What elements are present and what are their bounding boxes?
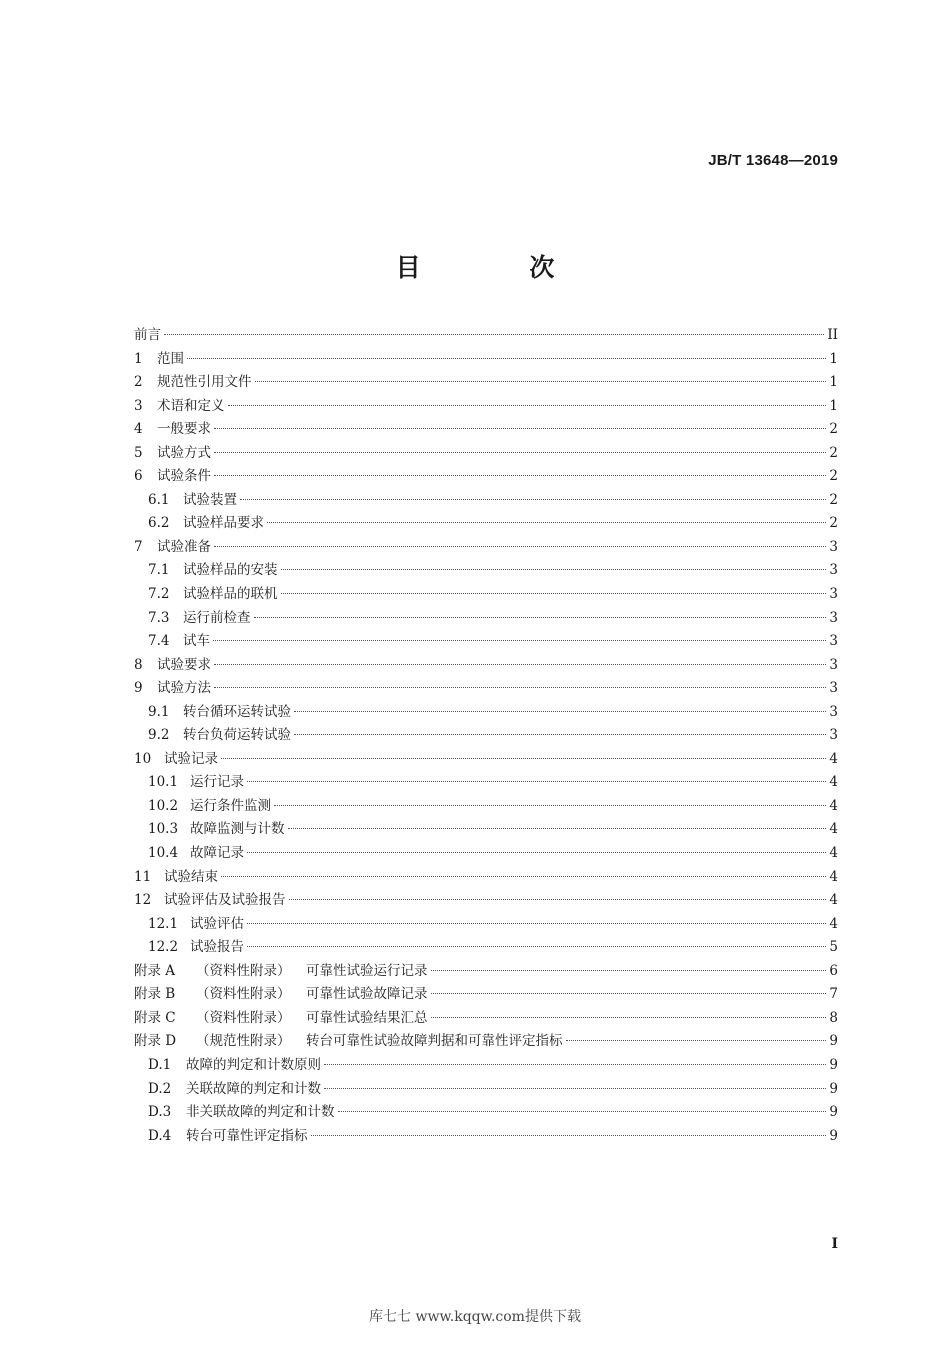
toc-entry[interactable] <box>134 1030 838 1054</box>
toc-entry-label: 试验报告 <box>190 939 244 956</box>
toc-entry[interactable] <box>134 748 838 772</box>
toc-entry-number: 6.1 <box>148 491 170 508</box>
toc-entry-label: 试验条件 <box>157 468 211 485</box>
toc-entry[interactable] <box>134 818 838 842</box>
toc-entry-page: 4 <box>829 892 838 909</box>
appendix-id: 附录 D <box>134 1033 177 1050</box>
toc-entry[interactable] <box>134 842 838 866</box>
toc-entry-number: 9 <box>134 680 143 697</box>
toc-entry-page: 8 <box>829 1009 838 1026</box>
dot-leader <box>281 568 827 570</box>
toc-entry[interactable] <box>134 724 838 748</box>
toc-entry-number: 10.3 <box>148 821 179 838</box>
download-source-note: 库七七 www.kqqw.com提供下载 <box>369 1309 581 1325</box>
toc-entry-page: 9 <box>829 1127 838 1144</box>
toc-entry[interactable] <box>134 1007 838 1031</box>
toc-entry-number: 8 <box>134 656 143 673</box>
toc-entry-number: 4 <box>134 421 143 438</box>
dot-leader <box>214 545 826 547</box>
toc-entry-number: D.4 <box>148 1127 172 1144</box>
toc-entry[interactable] <box>134 1078 838 1102</box>
toc-entry-page: 2 <box>829 444 838 461</box>
toc-entry[interactable] <box>134 442 838 466</box>
toc-entry-number: 7 <box>134 538 143 555</box>
toc-entry-label: 试验方式 <box>157 444 211 461</box>
toc-entry-page: 2 <box>829 421 838 438</box>
dot-leader <box>214 686 826 688</box>
toc-entry[interactable] <box>134 960 838 984</box>
toc-entry-number: 10 <box>134 750 152 767</box>
toc-entry-label: 运行记录 <box>190 774 244 791</box>
dot-leader <box>566 1039 827 1041</box>
toc-entry-number: 7.4 <box>148 633 170 650</box>
toc-entry-label: 试验装置 <box>183 491 237 508</box>
toc-entry[interactable] <box>134 889 838 913</box>
toc-entry-page: 1 <box>829 374 838 391</box>
toc-entry-page: 4 <box>829 774 838 791</box>
toc-entry-number: 9.2 <box>148 727 170 744</box>
toc-entry-label: 试验准备 <box>157 538 211 555</box>
toc-entry-page: 3 <box>829 562 838 579</box>
dot-leader <box>431 969 827 971</box>
toc-entry-page: 9 <box>829 1080 838 1097</box>
appendix-id: 附录 C <box>134 1009 176 1026</box>
toc-entry-page: II <box>827 327 838 343</box>
toc-entry-label: 关联故障的判定和计数 <box>186 1080 321 1097</box>
toc-entry-page: 4 <box>829 868 838 885</box>
toc-entry-label: 故障的判定和计数原则 <box>186 1056 321 1073</box>
toc-entry[interactable] <box>134 630 838 654</box>
toc-entry-page: 4 <box>829 750 838 767</box>
toc-entry[interactable] <box>134 512 838 536</box>
toc-entry-number: 7.1 <box>148 562 170 579</box>
toc-entry-number: 2 <box>134 374 143 391</box>
toc-entry-label: 故障记录 <box>190 845 244 862</box>
toc-entry-page: 1 <box>829 350 838 367</box>
appendix-type: （资料性附录） <box>196 986 291 1003</box>
dot-leader <box>247 945 826 947</box>
appendix-type: （资料性附录） <box>196 1009 291 1026</box>
toc-entry-number: 1 <box>134 350 143 367</box>
toc-entry-number: D.3 <box>148 1104 172 1121</box>
toc-entry[interactable] <box>134 913 838 937</box>
toc-entry-label: 试验样品的联机 <box>183 586 278 603</box>
toc-entry-number: 10.1 <box>148 774 179 791</box>
dot-leader <box>164 333 824 335</box>
toc-entry[interactable] <box>134 701 838 725</box>
toc-entry-number: 5 <box>134 444 143 461</box>
toc-entry[interactable] <box>134 771 838 795</box>
toc-entry-page: 9 <box>829 1104 838 1121</box>
dot-leader <box>254 616 827 618</box>
toc-entry[interactable] <box>134 654 838 678</box>
toc-entry-label: 试验样品要求 <box>183 515 264 532</box>
toc-entry-number: 11 <box>134 868 152 885</box>
toc-entry-page: 4 <box>829 845 838 862</box>
toc-entry-page: 3 <box>829 609 838 626</box>
dot-leader <box>240 498 826 500</box>
toc-entry-label: 范围 <box>157 350 184 367</box>
toc-entry[interactable] <box>134 983 838 1007</box>
toc-entry[interactable] <box>134 465 838 489</box>
toc-entry-number: 10.4 <box>148 845 179 862</box>
toc-entry-label: 可靠性试验故障记录 <box>306 986 428 1003</box>
toc-entry-page: 3 <box>829 656 838 673</box>
appendix-id: 附录 A <box>134 962 176 979</box>
appendix-type: （规范性附录） <box>196 1033 291 1050</box>
toc-entry-number: 6 <box>134 468 143 485</box>
toc-entry-label: 试验要求 <box>157 656 211 673</box>
toc-entry-page: 4 <box>829 797 838 814</box>
toc-entry-label: 转台循环运转试验 <box>183 703 291 720</box>
dot-leader <box>324 1087 826 1089</box>
toc-entry-label: 可靠性试验结果汇总 <box>306 1009 428 1026</box>
toc-entry-page: 3 <box>829 703 838 720</box>
toc-entry-page: 2 <box>829 468 838 485</box>
dot-leader <box>324 1063 826 1065</box>
toc-entry-number: 12.1 <box>148 915 179 932</box>
toc-entry-label: 试验结束 <box>164 868 218 885</box>
toc-entry-number: D.1 <box>148 1056 172 1073</box>
standard-code: JB/T 13648—2019 <box>708 152 838 169</box>
toc-entry-label: 一般要求 <box>157 421 211 438</box>
toc-entry[interactable] <box>134 559 838 583</box>
toc-entry[interactable] <box>134 1125 838 1149</box>
appendix-id: 附录 B <box>134 986 176 1003</box>
toc-entry-number: 6.2 <box>148 515 170 532</box>
toc-entry-number: 9.1 <box>148 703 170 720</box>
dot-leader <box>289 898 827 900</box>
toc-entry-label: 规范性引用文件 <box>157 374 252 391</box>
toc-entry[interactable] <box>134 489 838 513</box>
dot-leader <box>214 451 826 453</box>
toc-entry-label: 非关联故障的判定和计数 <box>186 1104 335 1121</box>
dot-leader <box>213 639 826 641</box>
toc-entry[interactable] <box>134 371 838 395</box>
dot-leader <box>274 804 826 806</box>
toc-entry-page: 3 <box>829 586 838 603</box>
toc-entry[interactable] <box>134 795 838 819</box>
dot-leader <box>294 733 826 735</box>
toc-entry-label: 试验评估 <box>190 915 244 932</box>
toc-entry[interactable] <box>134 866 838 890</box>
dot-leader <box>288 827 827 829</box>
toc-entry-page: 6 <box>829 962 838 979</box>
toc-entry-page: 2 <box>829 491 838 508</box>
dot-leader <box>214 663 826 665</box>
toc-entry-label: 运行前检查 <box>183 609 251 626</box>
toc-entry[interactable] <box>134 607 838 631</box>
toc-entry-label: 试验样品的安装 <box>183 562 278 579</box>
dot-leader <box>187 357 826 359</box>
toc-entry[interactable] <box>134 348 838 372</box>
toc-entry-label: 运行条件监测 <box>190 797 271 814</box>
toc-entry-page: 2 <box>829 515 838 532</box>
toc-entry-number: 7.2 <box>148 586 170 603</box>
toc-entry-number: 前言 <box>134 327 161 343</box>
toc-entry-page: 3 <box>829 680 838 697</box>
dot-leader <box>228 404 827 406</box>
toc-entry-page: 3 <box>829 538 838 555</box>
toc-entry-label: 转台可靠性评定指标 <box>186 1127 308 1144</box>
dot-leader <box>311 1134 827 1136</box>
toc-entry[interactable] <box>134 418 838 442</box>
toc-entry-number: 3 <box>134 397 143 414</box>
toc-entry-number: D.2 <box>148 1080 172 1097</box>
dot-leader <box>247 922 826 924</box>
dot-leader <box>431 1016 827 1018</box>
toc-entry[interactable] <box>134 677 838 701</box>
toc-entry-number: 7.3 <box>148 609 170 626</box>
toc-entry-label: 故障监测与计数 <box>190 821 285 838</box>
dot-leader <box>267 521 826 523</box>
toc-entry-label: 转台负荷运转试验 <box>183 727 291 744</box>
toc-entry-number: 10.2 <box>148 797 179 814</box>
toc-entry-label: 试车 <box>183 633 210 650</box>
dot-leader <box>214 474 826 476</box>
toc-entry[interactable] <box>134 1054 838 1078</box>
toc-entry[interactable] <box>134 324 838 348</box>
toc-entry-page: 5 <box>829 939 838 956</box>
dot-leader <box>214 427 826 429</box>
toc-entry[interactable] <box>134 1101 838 1125</box>
toc-entry-number: 12 <box>134 892 152 909</box>
toc-entry-label: 试验记录 <box>164 750 218 767</box>
toc-entry-label: 试验评估及试验报告 <box>164 892 286 909</box>
dot-leader <box>281 592 827 594</box>
toc-entry-page: 7 <box>829 986 838 1003</box>
toc-entry-page: 9 <box>829 1056 838 1073</box>
dot-leader <box>221 875 826 877</box>
toc-entry-number: 12.2 <box>148 939 179 956</box>
dot-leader <box>247 780 826 782</box>
toc-entry[interactable] <box>134 936 838 960</box>
dot-leader <box>255 380 827 382</box>
toc-entry-label: 可靠性试验运行记录 <box>306 962 428 979</box>
toc-entry-page: 1 <box>829 397 838 414</box>
toc-entry-page: 4 <box>829 821 838 838</box>
toc-entry-page: 9 <box>829 1033 838 1050</box>
toc-title: 目 次 <box>395 253 605 282</box>
dot-leader <box>247 851 826 853</box>
toc-entry[interactable] <box>134 536 838 560</box>
dot-leader <box>431 992 827 994</box>
page-number: I <box>831 1236 838 1252</box>
toc-entry-label: 术语和定义 <box>157 397 225 414</box>
toc-entry-page: 3 <box>829 727 838 744</box>
toc-entry[interactable] <box>134 395 838 419</box>
toc-entry-page: 4 <box>829 915 838 932</box>
dot-leader <box>294 710 826 712</box>
dot-leader <box>221 757 826 759</box>
table-of-contents <box>134 324 838 1148</box>
toc-entry-label: 试验方法 <box>157 680 211 697</box>
toc-entry[interactable] <box>134 583 838 607</box>
toc-entry-page: 3 <box>829 633 838 650</box>
toc-entry-label: 转台可靠性试验故障判据和可靠性评定指标 <box>306 1033 563 1050</box>
appendix-type: （资料性附录） <box>196 962 291 979</box>
dot-leader <box>338 1110 827 1112</box>
